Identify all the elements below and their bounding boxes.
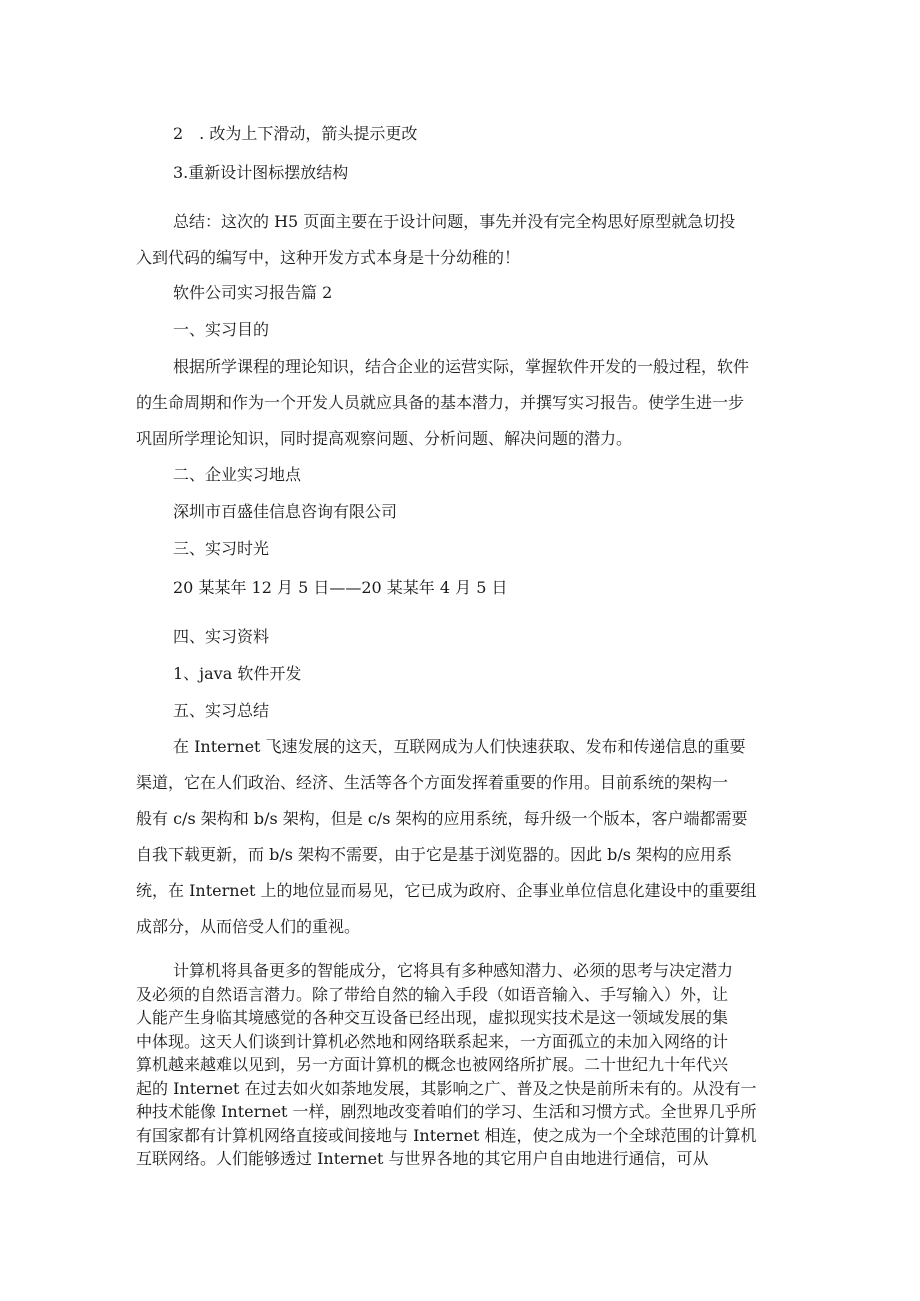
section-heading-2: 二、企业实习地点 [173, 465, 302, 484]
text-row: 成部分，从而倍受人们的重视。 [136, 917, 361, 936]
text-row: 渠道，它在人们政治、经济、生活等各个方面发挥着重要的作用。目前系统的架构一 [136, 773, 729, 792]
section-heading-1: 一、实习目的 [173, 320, 270, 339]
internet-paragraph [136, 729, 776, 945]
text-row: 的生命周期和作为一个开发人员就应具备的基本潜力，并撰写实习报告。使学生进一步 [136, 393, 745, 412]
text-row: 算机越来越难以见到，另一方面计算机的概念也被网络所扩展。二十世纪九十年代兴 [136, 1055, 729, 1074]
text-row: 总结：这次的 H5 页面主要在于设计问题，事先并没有完全构思好原型就急切投 [173, 212, 736, 231]
text-row: 统，在 Internet 上的地位显而易见，它已成为政府、企事业单位信息化建设中的重要组 [136, 881, 757, 900]
internship-dates: 20 某某年 12 月 5 日——20 某某年 4 月 5 日 [173, 578, 508, 597]
text-row: 互联网络。人们能够透过 Internet 与世界各地的其它用户自由地进行通信，可从 [136, 1149, 709, 1168]
text-row: 有国家都有计算机网络直接或间接地与 Internet 相连，使之成为一个全球范围的计算机 [136, 1125, 757, 1145]
summary-paragraph [136, 204, 776, 276]
computer-paragraph [136, 959, 776, 1171]
text-row: 般有 c/s 架构和 b/s 架构，但是 c/s 架构的应用系统，每升级一个版本，客户端都需要 [136, 809, 748, 828]
company-name: 深圳市百盛佳信息咨询有限公司 [173, 502, 398, 521]
section-heading-5: 五、实习总结 [173, 701, 270, 720]
list-item-2: 2 . 改为上下滑动，箭头提示更改 [173, 124, 418, 143]
section-heading-3: 三、实习时光 [173, 539, 270, 558]
text-row: 根据所学课程的理论知识，结合企业的运营实际，掌握软件开发的一般过程，软件 [173, 357, 750, 376]
list-item-3: 3.重新设计图标摆放结构 [173, 163, 349, 182]
text-row: 自我下载更新，而 b/s 架构不需要，由于它是基于浏览器的。因此 b/s 架构的应用系 [136, 845, 733, 864]
purpose-paragraph [136, 349, 776, 457]
text-row: 在 Internet 飞速发展的这天，互联网成为人们快速获取、发布和传递信息的重要 [173, 737, 746, 756]
section-heading-4: 四、实习资料 [173, 627, 270, 646]
text-row: 种技术能像 Internet 一样，剧烈地改变着咱们的学习、生活和习惯方式。全世界几乎所 [136, 1102, 757, 1121]
text-row: 起的 Internet 在过去如火如荼地发展，其影响之广、普及之快是前所未有的。从没有一 [136, 1078, 757, 1098]
report-title: 软件公司实习报告篇 2 [173, 283, 333, 302]
text-row: 入到代码的编写中，这种开发方式本身是十分幼稚的！ [136, 248, 521, 267]
text-row: 巩固所学理论知识，同时提高观察问题、分析问题、解决问题的潜力。 [136, 429, 633, 448]
text-row: 及必须的自然语言潜力。除了带给自然的输入手段（如语音输入、手写输入）外，让 [136, 984, 729, 1004]
text-row: 中体现。这天人们谈到计算机必然地和网络联系起来，一方面孤立的未加入网络的计 [136, 1031, 729, 1051]
text-row: 人能产生身临其境感觉的各种交互设备已经出现，虚拟现实技术是这一领域发展的集 [136, 1008, 729, 1027]
content-item-1: 1、java 软件开发 [173, 664, 302, 683]
text-row: 计算机将具备更多的智能成分，它将具有多种感知潜力、必须的思考与决定潜力 [173, 961, 734, 980]
